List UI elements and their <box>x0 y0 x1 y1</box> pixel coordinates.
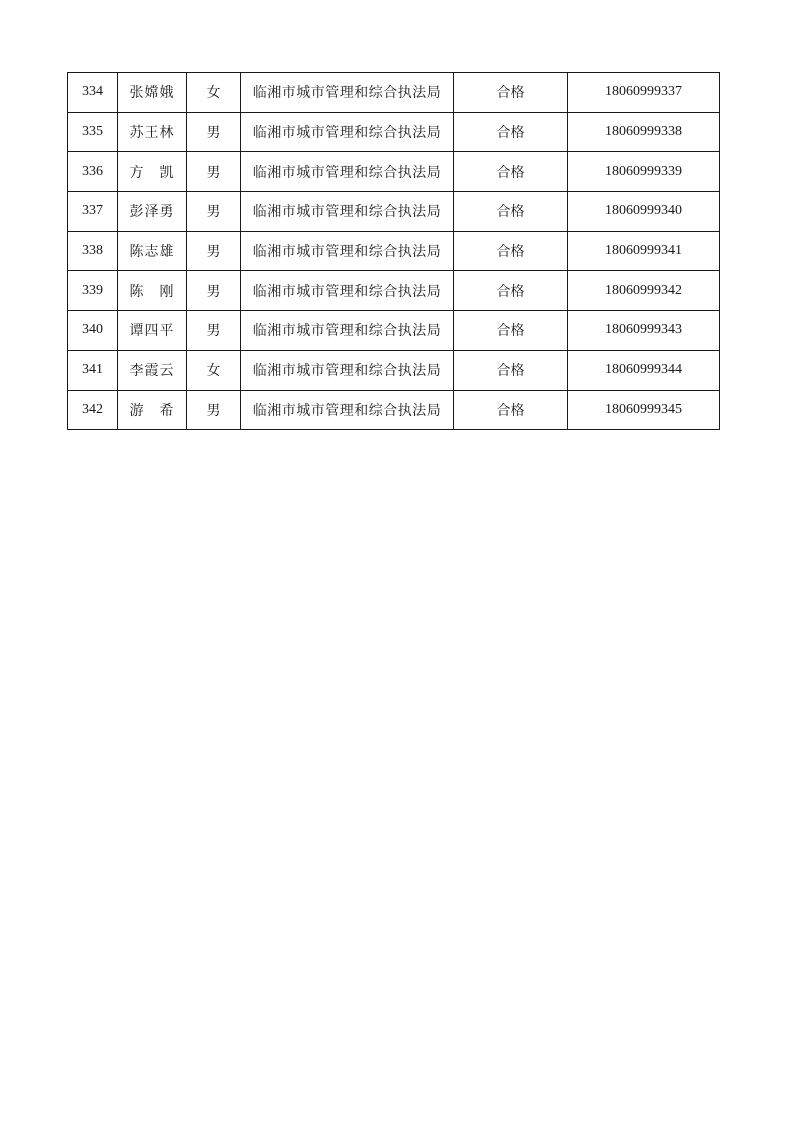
result-cell: 合格 <box>454 152 568 192</box>
table-row <box>68 73 720 113</box>
gender-cell: 女 <box>187 350 241 390</box>
table-row <box>68 192 720 232</box>
name-cell: 游 希 <box>118 390 187 430</box>
name-cell: 李霞云 <box>118 350 187 390</box>
phone-cell: 18060999339 <box>568 152 720 192</box>
records-body <box>68 73 720 430</box>
name-cell: 苏王林 <box>118 112 187 152</box>
unit-cell: 临湘市城市管理和综合执法局 <box>241 112 454 152</box>
name-cell: 彭泽勇 <box>118 192 187 232</box>
table-row <box>68 271 720 311</box>
phone-cell: 18060999345 <box>568 390 720 430</box>
unit-cell: 临湘市城市管理和综合执法局 <box>241 73 454 113</box>
unit-cell: 临湘市城市管理和综合执法局 <box>241 271 454 311</box>
phone-cell: 18060999341 <box>568 231 720 271</box>
table-row <box>68 152 720 192</box>
name-cell: 方 凯 <box>118 152 187 192</box>
unit-cell: 临湘市城市管理和综合执法局 <box>241 152 454 192</box>
gender-cell: 男 <box>187 192 241 232</box>
row-number-cell: 337 <box>68 192 118 232</box>
gender-cell: 男 <box>187 152 241 192</box>
unit-cell: 临湘市城市管理和综合执法局 <box>241 350 454 390</box>
gender-cell: 男 <box>187 112 241 152</box>
records-table <box>67 72 720 430</box>
gender-cell: 男 <box>187 231 241 271</box>
unit-cell: 临湘市城市管理和综合执法局 <box>241 231 454 271</box>
row-number-cell: 336 <box>68 152 118 192</box>
phone-cell: 18060999343 <box>568 311 720 351</box>
result-cell: 合格 <box>454 231 568 271</box>
result-cell: 合格 <box>454 271 568 311</box>
result-cell: 合格 <box>454 390 568 430</box>
row-number-cell: 334 <box>68 73 118 113</box>
result-cell: 合格 <box>454 73 568 113</box>
gender-cell: 男 <box>187 271 241 311</box>
gender-cell: 女 <box>187 73 241 113</box>
row-number-cell: 342 <box>68 390 118 430</box>
row-number-cell: 339 <box>68 271 118 311</box>
table-row <box>68 112 720 152</box>
phone-cell: 18060999344 <box>568 350 720 390</box>
table-row <box>68 390 720 430</box>
phone-cell: 18060999338 <box>568 112 720 152</box>
unit-cell: 临湘市城市管理和综合执法局 <box>241 192 454 232</box>
table-row <box>68 311 720 351</box>
unit-cell: 临湘市城市管理和综合执法局 <box>241 311 454 351</box>
name-cell: 陈 刚 <box>118 271 187 311</box>
table-row <box>68 231 720 271</box>
gender-cell: 男 <box>187 311 241 351</box>
result-cell: 合格 <box>454 112 568 152</box>
phone-cell: 18060999342 <box>568 271 720 311</box>
result-cell: 合格 <box>454 311 568 351</box>
row-number-cell: 340 <box>68 311 118 351</box>
row-number-cell: 338 <box>68 231 118 271</box>
name-cell: 谭四平 <box>118 311 187 351</box>
phone-cell: 18060999337 <box>568 73 720 113</box>
name-cell: 张嫦娥 <box>118 73 187 113</box>
row-number-cell: 341 <box>68 350 118 390</box>
gender-cell: 男 <box>187 390 241 430</box>
unit-cell: 临湘市城市管理和综合执法局 <box>241 390 454 430</box>
row-number-cell: 335 <box>68 112 118 152</box>
result-cell: 合格 <box>454 192 568 232</box>
table-row <box>68 350 720 390</box>
name-cell: 陈志雄 <box>118 231 187 271</box>
result-cell: 合格 <box>454 350 568 390</box>
phone-cell: 18060999340 <box>568 192 720 232</box>
